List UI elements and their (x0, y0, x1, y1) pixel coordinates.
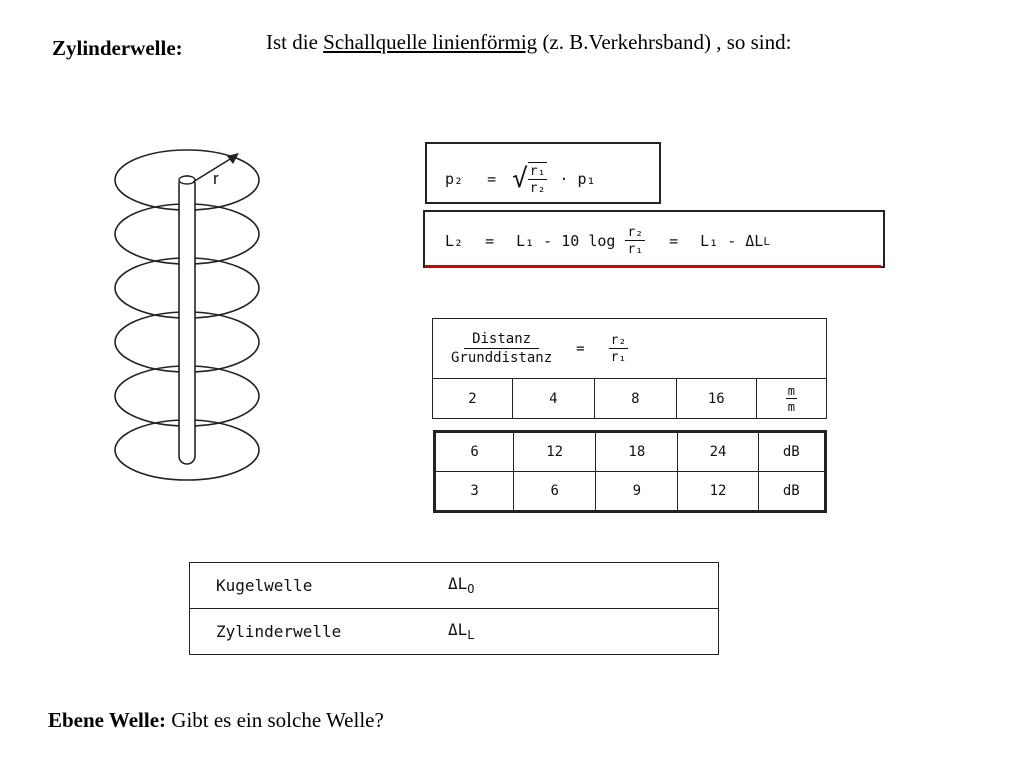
wave-symbol-cell (448, 563, 719, 609)
red-underline (425, 265, 881, 268)
wave-type-table (189, 562, 719, 655)
plane-wave-label: Ebene Welle: (48, 708, 167, 732)
formula2-num: r₂ (627, 225, 644, 240)
intro-sentence (266, 30, 791, 55)
plane-wave-text: Gibt es ein solche Welle? (166, 708, 384, 732)
formula2-lhs: L₂ (445, 232, 464, 250)
distance-ratio-table (432, 318, 827, 419)
unit-num: m (787, 383, 796, 398)
formula1-tail: · p₁ (559, 169, 596, 188)
ratio-fraction (609, 334, 629, 364)
sqrt-sign: √ (512, 163, 528, 194)
page-title: Zylinderwelle: (52, 36, 183, 60)
cylinder-wave-figure (105, 140, 275, 500)
formula1-lhs: p₂ (445, 169, 464, 188)
formula-level-box (423, 210, 885, 268)
level-reduction-table (433, 430, 827, 513)
formula-pressure-box (425, 142, 661, 204)
db-cell: 12 (678, 472, 758, 512)
distance-fraction (451, 332, 552, 365)
distance-label: Distanz (464, 332, 539, 349)
distance-cell: 2 (433, 379, 513, 419)
distance-cell: 16 (676, 379, 756, 419)
wave-symbol: ΔL (448, 620, 468, 640)
db-cell: 24 (678, 432, 758, 472)
formula2-den: r₁ (627, 242, 644, 257)
formula2-mid: L₁ - 10 log (516, 232, 616, 250)
unit-den: m (787, 399, 796, 414)
formula2-rhs: L₁ - ΔL (700, 232, 764, 250)
ratio-num: r₂ (610, 332, 627, 348)
db-cell: 18 (596, 432, 678, 472)
db-cell: 3 (435, 472, 514, 512)
distance-cell: 4 (512, 379, 594, 419)
formula1-fraction (528, 162, 548, 195)
wave-name-cell: Kugelwelle (190, 563, 449, 609)
wave-symbol-sub: L (467, 628, 475, 643)
wave-symbol: ΔL (448, 574, 468, 594)
plane-wave-question (48, 708, 384, 733)
radius-label: r (213, 169, 219, 188)
formula2-eq2: = (669, 232, 679, 250)
formula2-rhs-sub: L (763, 234, 770, 248)
ratio-eq: = (576, 340, 585, 357)
intro-suffix: (z. B.Verkehrsband) , so sind: (537, 30, 792, 54)
db-cell: 12 (514, 432, 596, 472)
base-distance-label: Grunddistanz (451, 350, 553, 366)
formula2-fraction (625, 226, 645, 256)
intro-underlined: Schallquelle linienförmig (323, 30, 538, 54)
formula2-eq1: = (485, 232, 495, 250)
ratio-den: r₁ (610, 349, 627, 365)
db-cell: 6 (514, 472, 596, 512)
db-cell: 6 (435, 432, 514, 472)
wave-symbol-cell (448, 609, 719, 655)
wave-symbol-sub: O (467, 582, 475, 597)
db-unit-cell: dB (758, 472, 825, 512)
db-unit-cell: dB (758, 432, 825, 472)
unit-fraction (786, 385, 797, 413)
formula1-eq: = (487, 169, 497, 188)
wave-name-cell: Zylinderwelle (190, 609, 449, 655)
formula1-num: r₁ (529, 164, 546, 179)
intro-prefix: Ist die (266, 30, 324, 54)
formula1-den: r₂ (529, 181, 546, 196)
distance-cell: 8 (594, 379, 676, 419)
db-cell: 9 (596, 472, 678, 512)
line-source-rod (179, 176, 195, 464)
